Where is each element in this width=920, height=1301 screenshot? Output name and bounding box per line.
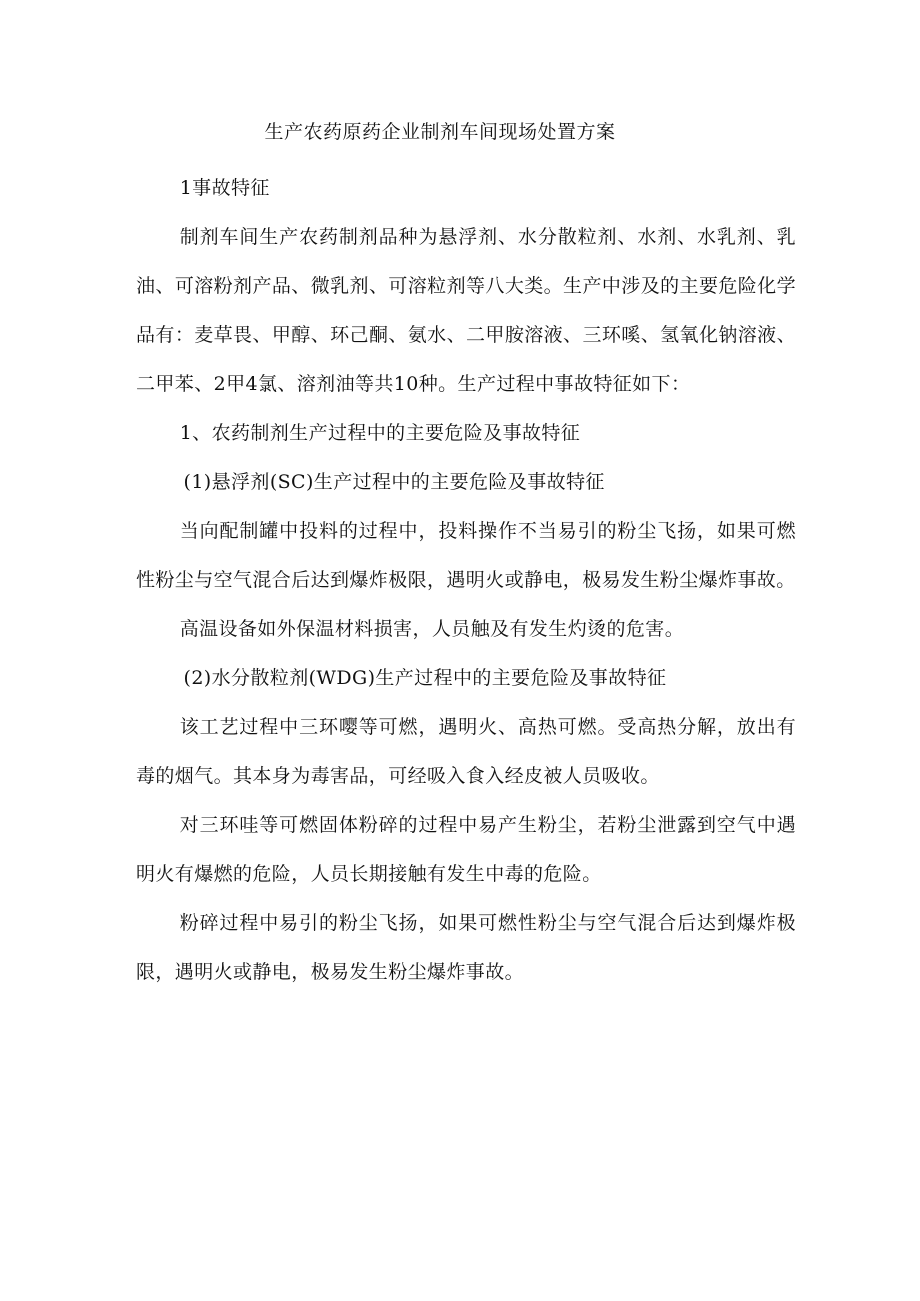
section-heading-accident-features: 1事故特征 <box>179 177 270 199</box>
paragraph-high-temp: 高温设备如外保温材料损害，人员触及有发生灼烫的危害。 <box>179 618 685 640</box>
paragraph-crushing-dust: 对三环哇等可燃固体粉碎的过程中易产生粉尘，若粉尘泄露到空气中遇明火有爆燃的危险，人员长期接触有发生中毒的危险。 <box>136 814 796 885</box>
subsection-heading-wdg: (2)水分散粒剂(WDG)生产过程中的主要危险及事故特征 <box>183 667 667 689</box>
paragraph-overview: 制剂车间生产农药制剂品种为悬浮剂、水分散粒剂、水剂、水乳剂、乳油、可溶粉剂产品、微乳剂、可溶粒剂等八大类。生产中涉及的主要危险化学品有：麦草畏、甲醇、环己酮、氨水、二甲胺溶液、三环嗘、氢氧化钠溶液、二甲苯、2甲4氯、溶剂油等共10种。生产过程中事故特征如下： <box>136 226 796 395</box>
subsection-heading-main-hazards: 1、农药制剂生产过程中的主要危险及事故特征 <box>179 422 581 444</box>
document-body <box>136 164 796 997</box>
paragraph-flammability: 该工艺过程中三环嘤等可燃，遇明火、高热可燃。受高热分解，放出有毒的烟气。其本身为毒害品，可经吸入食入经皮被人员吸收。 <box>136 716 796 787</box>
paragraph-dust-explosion: 粉碎过程中易引的粉尘飞扬，如果可燃性粉尘与空气混合后达到爆炸极限，遇明火或静电，极易发生粉尘爆炸事故。 <box>136 912 796 983</box>
paragraph-feeding-dust: 当向配制罐中投料的过程中，投料操作不当易引的粉尘飞扬，如果可燃性粉尘与空气混合后达到爆炸极限，遇明火或静电，极易发生粉尘爆炸事故。 <box>136 520 796 591</box>
subsection-heading-suspension: (1)悬浮剂(SC)生产过程中的主要危险及事故特征 <box>183 471 605 493</box>
document-title: 生产农药原药企业制剂车间现场处置方案 <box>264 121 616 143</box>
